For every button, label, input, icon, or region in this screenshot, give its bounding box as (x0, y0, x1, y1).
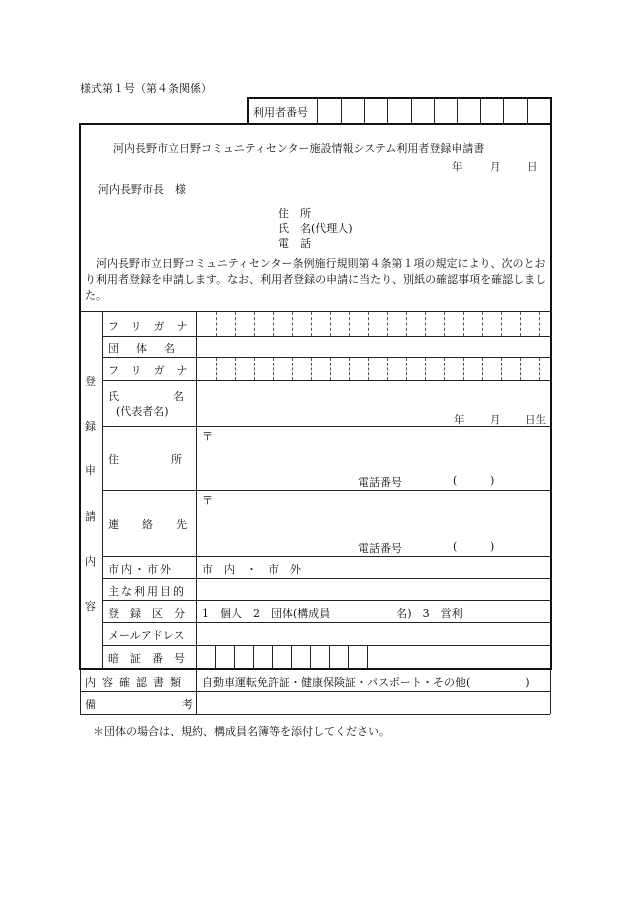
category-value[interactable]: 1 個人 2 団体(構成員 名) 3 営利 (202, 607, 463, 620)
category-label: 登録区分 (108, 607, 196, 620)
application-statement: 河内長野市立日野コミュニティセンター条例施行規則第４条第１項の規定により、次のとおり利用者登録を申請します。なお、利用者登録の申請に当たり、別紙の確認事項を確認しました。 (85, 257, 547, 302)
postal-mark-2: 〒 (202, 494, 213, 507)
addressee: 河内長野市長 様 (98, 183, 186, 196)
user-number-label: 利用者番号 (253, 106, 308, 119)
footnote: ＊団体の場合は、規約、構成員名簿等を添付してください。 (93, 725, 390, 738)
form-frame-right (550, 97, 552, 669)
section-char-5: 内 (85, 555, 96, 568)
pin-label: 暗証番号 (108, 652, 196, 665)
contact-label: 連絡先 (108, 518, 210, 531)
furigana-input-1[interactable] (197, 312, 550, 336)
pin-input[interactable] (197, 646, 369, 668)
birth-year: 年 (454, 414, 465, 426)
name-sub-label: (代表者名) (116, 405, 169, 418)
birth-day: 日生 (525, 414, 546, 426)
name-label: 氏名 (108, 390, 238, 403)
form-frame-bottom (79, 668, 552, 670)
section-char-2: 録 (85, 420, 96, 433)
inout-label: 市内・市外 (108, 563, 173, 576)
verify-value[interactable]: 自動車運転免許証・健康保険証・パスポート・その他( ) (202, 676, 530, 689)
furigana-label-1: フリガナ (108, 320, 200, 333)
verify-label: 内容確認書類 (85, 676, 187, 689)
address-phone-paren-close: ) (490, 474, 495, 487)
address-label: 住所 (108, 453, 234, 466)
form-number: 様式第１号（第４条関係） (80, 82, 212, 95)
email-input[interactable] (197, 623, 550, 645)
date-year: 年 (452, 161, 463, 173)
form-frame-top (79, 123, 552, 125)
group-name-label: 団体名 (108, 342, 192, 355)
group-name-input[interactable] (197, 337, 550, 357)
contact-phone-label: 電話番号 (358, 542, 402, 555)
email-label: メールアドレス (108, 629, 185, 642)
section-char-4: 請 (85, 510, 96, 523)
contact-phone-paren-close: ) (490, 540, 495, 553)
remarks-label: 備考 (85, 698, 279, 711)
applicant-name-label: 氏 名(代理人) (278, 222, 353, 235)
applicant-phone-label: 電 話 (278, 237, 311, 250)
furigana-input-2[interactable] (197, 358, 550, 380)
section-char-6: 容 (85, 600, 96, 613)
birth-month: 月 (490, 414, 501, 426)
date-month: 月 (490, 161, 501, 173)
date-day: 日 (527, 161, 538, 173)
purpose-label: 主な利用目的 (108, 585, 186, 598)
postal-mark: 〒 (202, 430, 213, 443)
furigana-label-2: フリガナ (108, 364, 200, 377)
section-char-3: 申 (85, 464, 96, 477)
applicant-address-label: 住 所 (278, 207, 311, 220)
inout-value[interactable]: 市 内 ・ 市 外 (202, 563, 301, 576)
form-frame-left (79, 123, 81, 669)
remarks-input[interactable] (197, 692, 550, 714)
address-phone-label: 電話番号 (358, 476, 402, 489)
section-char-1: 登 (85, 375, 96, 388)
address-phone-paren-open: ( (453, 474, 458, 487)
purpose-input[interactable] (197, 579, 550, 600)
contact-phone-paren-open: ( (453, 540, 458, 553)
form-title: 河内長野市立日野コミュニティセンター施設情報システム利用者登録申請書 (113, 142, 485, 155)
user-number-box-left (247, 97, 249, 124)
